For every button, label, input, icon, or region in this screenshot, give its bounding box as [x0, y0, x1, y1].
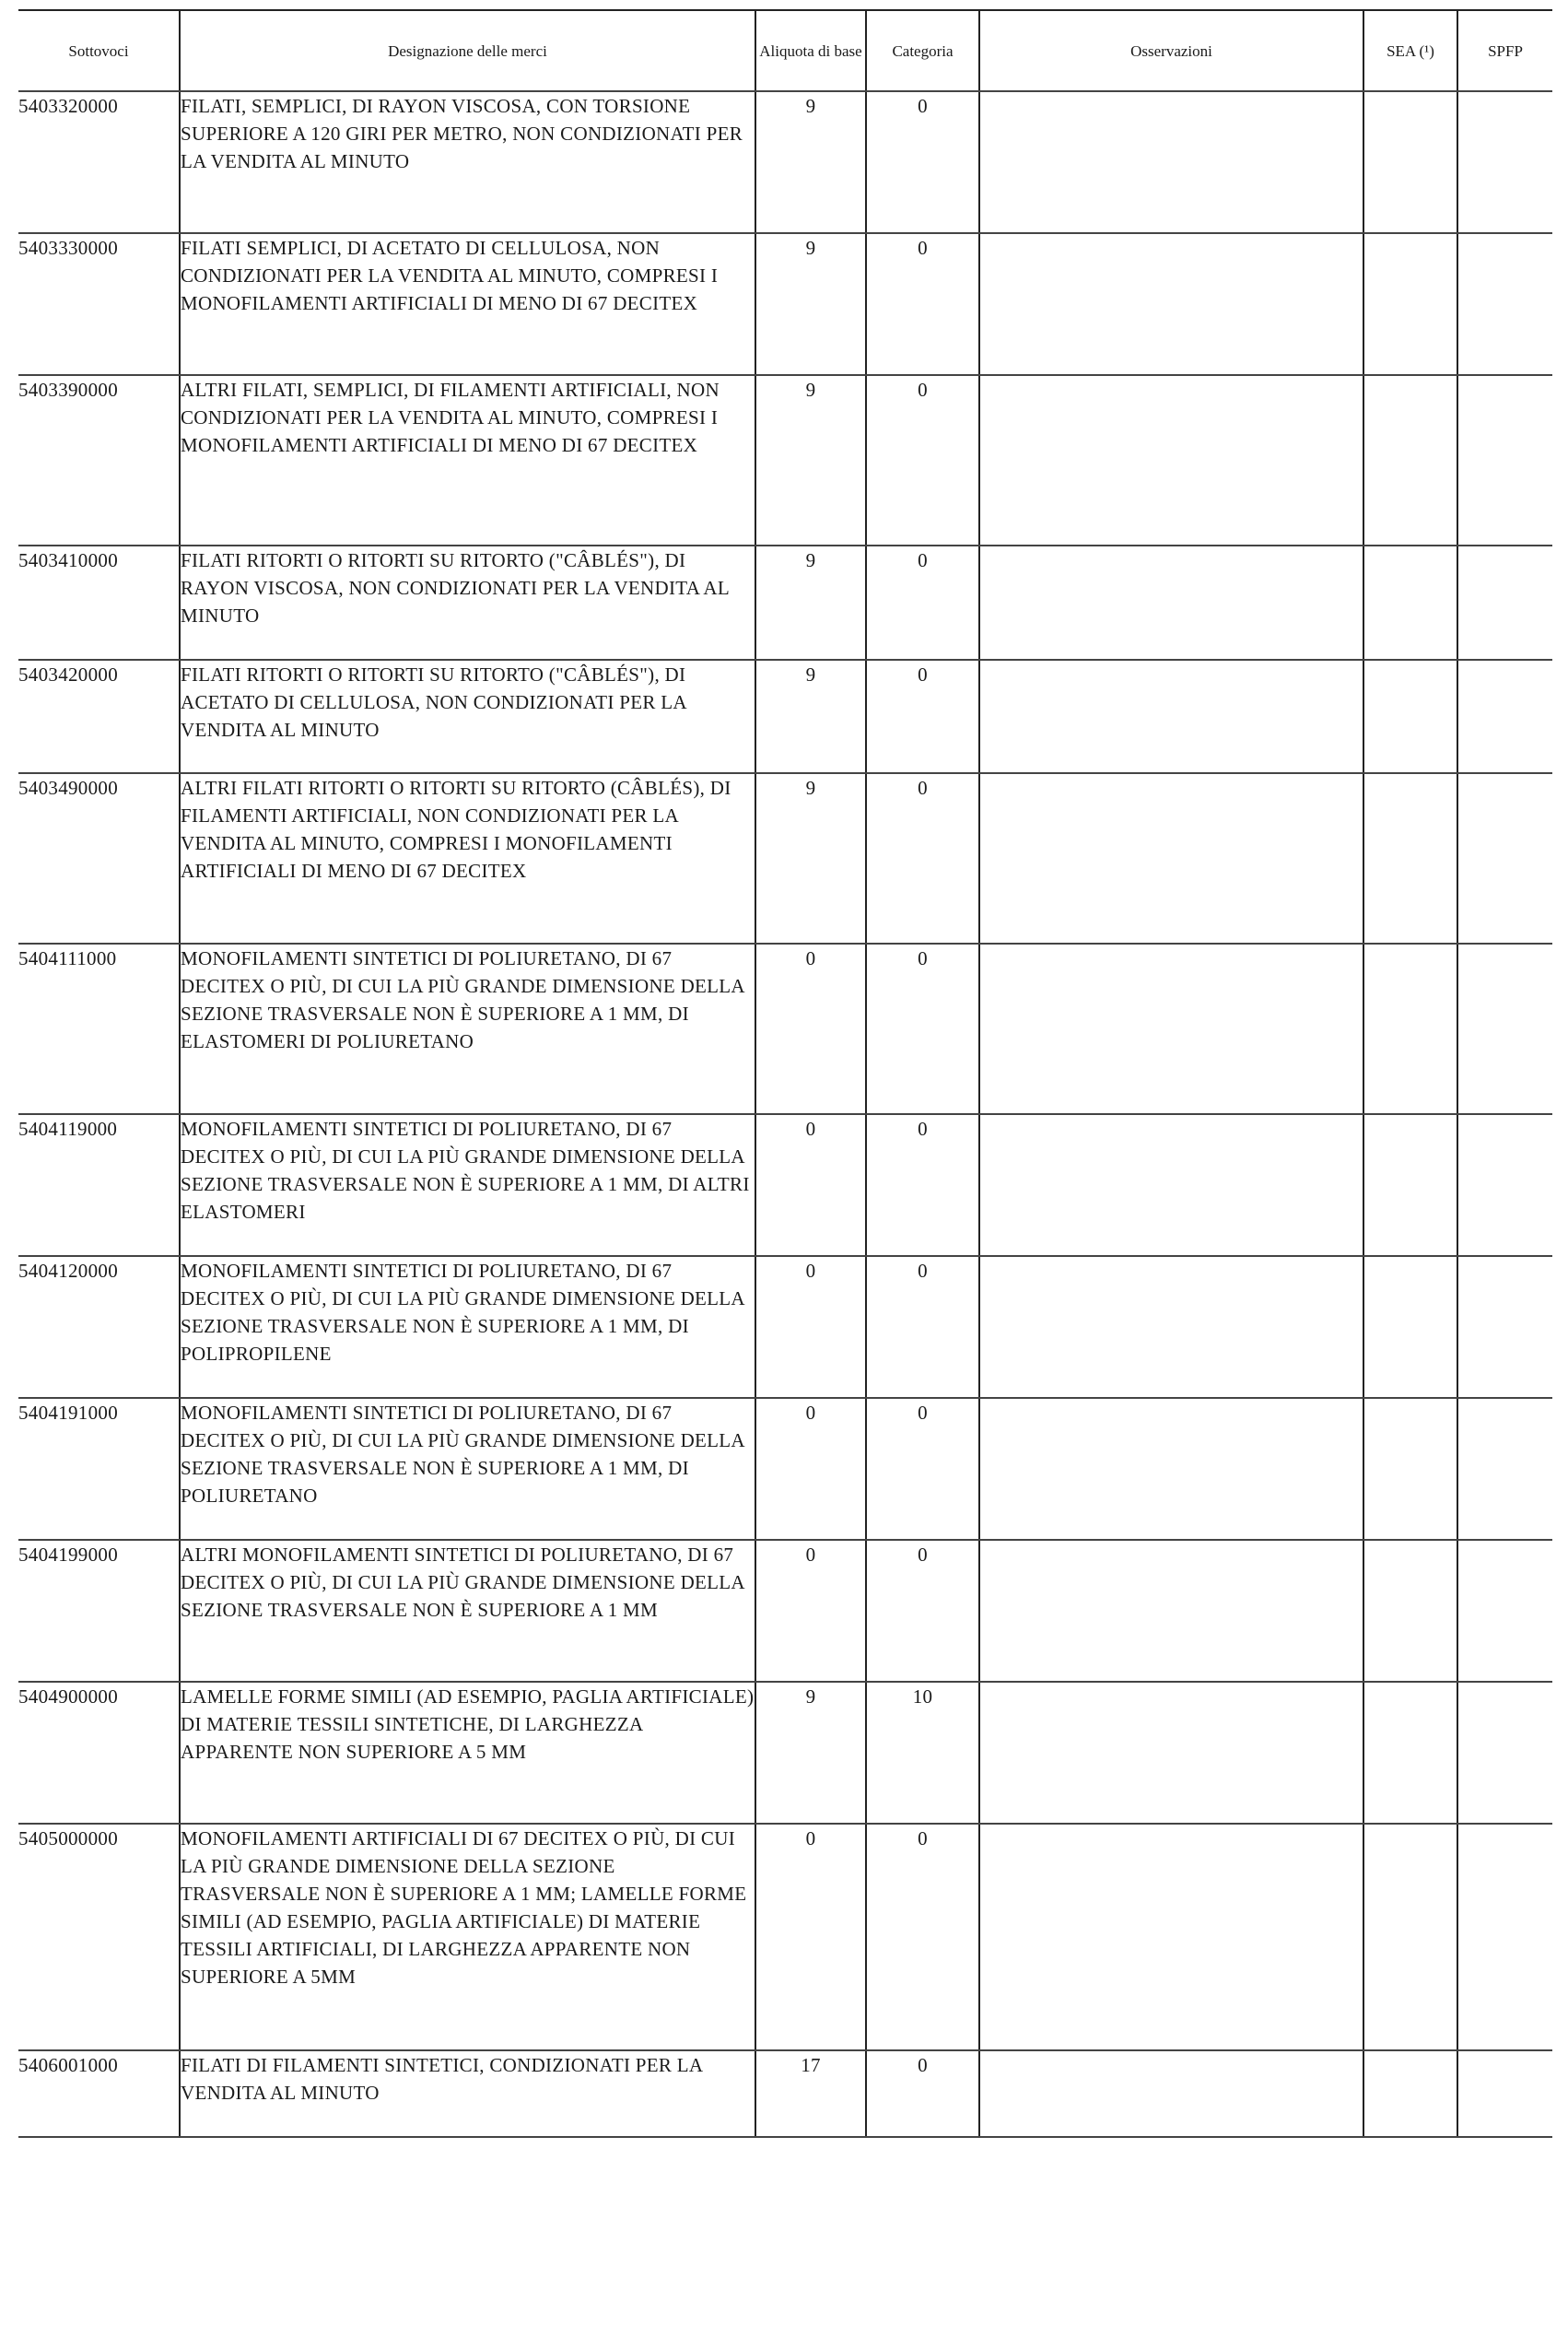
sea-cell — [1363, 375, 1457, 546]
sea-cell — [1363, 773, 1457, 944]
table-row — [18, 1682, 1552, 1824]
base-rate-cell: 9 — [755, 1682, 866, 1824]
spfp-cell — [1457, 233, 1552, 375]
code-cell: 5403490000 — [18, 773, 180, 944]
category-cell: 0 — [866, 1256, 979, 1398]
observations-cell — [979, 1824, 1363, 2050]
description-cell: FILATI, SEMPLICI, DI RAYON VISCOSA, CON TORSIONE SUPERIORE A 120 GIRI PER METRO, NON CONDIZIONATI PER LA VENDITA AL MINUTO — [180, 91, 755, 233]
spfp-cell — [1457, 2050, 1552, 2137]
header-row — [18, 10, 1552, 91]
sea-cell — [1363, 660, 1457, 773]
code-cell: 5403390000 — [18, 375, 180, 546]
col-header-code: Sottovoci — [18, 10, 180, 91]
table-row — [18, 375, 1552, 546]
col-header-description: Designazione delle merci — [180, 10, 755, 91]
table-row — [18, 773, 1552, 944]
sea-cell — [1363, 2050, 1457, 2137]
table-row — [18, 660, 1552, 773]
observations-cell — [979, 91, 1363, 233]
observations-cell — [979, 660, 1363, 773]
spfp-cell — [1457, 660, 1552, 773]
spfp-cell — [1457, 1682, 1552, 1824]
observations-cell — [979, 2050, 1363, 2137]
observations-cell — [979, 546, 1363, 660]
description-cell: MONOFILAMENTI SINTETICI DI POLIURETANO, DI 67 DECITEX O PIÙ, DI CUI LA PIÙ GRANDE DIMENSIONE DELLA SEZIONE TRASVERSALE NON È SUPERIORE A 1 MM, DI ELASTOMERI DI POLIURETANO — [180, 944, 755, 1114]
code-cell: 5403420000 — [18, 660, 180, 773]
sea-cell — [1363, 1256, 1457, 1398]
base-rate-cell: 9 — [755, 375, 866, 546]
base-rate-cell: 0 — [755, 1114, 866, 1256]
sea-cell — [1363, 1398, 1457, 1540]
description-cell: MONOFILAMENTI SINTETICI DI POLIURETANO, DI 67 DECITEX O PIÙ, DI CUI LA PIÙ GRANDE DIMENSIONE DELLA SEZIONE TRASVERSALE NON È SUPERIORE A 1 MM, DI ALTRI ELASTOMERI — [180, 1114, 755, 1256]
sea-cell — [1363, 944, 1457, 1114]
category-cell: 0 — [866, 773, 979, 944]
spfp-cell — [1457, 944, 1552, 1114]
observations-cell — [979, 1682, 1363, 1824]
col-header-category: Categoria — [866, 10, 979, 91]
sea-cell — [1363, 233, 1457, 375]
code-cell: 5404191000 — [18, 1398, 180, 1540]
category-cell: 0 — [866, 660, 979, 773]
table-row — [18, 546, 1552, 660]
category-cell: 0 — [866, 1114, 979, 1256]
category-cell: 0 — [866, 546, 979, 660]
base-rate-cell: 9 — [755, 660, 866, 773]
code-cell: 5403410000 — [18, 546, 180, 660]
description-cell: ALTRI FILATI RITORTI O RITORTI SU RITORTO (CÂBLÉS), DI FILAMENTI ARTIFICIALI, NON CONDIZIONATI PER LA VENDITA AL MINUTO, COMPRESI I MONOFILAMENTI ARTIFICIALI DI MENO DI 67 DECITEX — [180, 773, 755, 944]
category-cell: 10 — [866, 1682, 979, 1824]
observations-cell — [979, 773, 1363, 944]
category-cell: 0 — [866, 91, 979, 233]
base-rate-cell: 0 — [755, 1256, 866, 1398]
observations-cell — [979, 375, 1363, 546]
base-rate-cell: 9 — [755, 546, 866, 660]
col-header-base-rate: Aliquota di base — [755, 10, 866, 91]
spfp-cell — [1457, 546, 1552, 660]
table-row — [18, 1398, 1552, 1540]
code-cell: 5405000000 — [18, 1824, 180, 2050]
sea-cell — [1363, 1540, 1457, 1682]
category-cell: 0 — [866, 233, 979, 375]
base-rate-cell: 0 — [755, 1824, 866, 2050]
base-rate-cell: 17 — [755, 2050, 866, 2137]
tariff-table — [18, 9, 1552, 2138]
description-cell: FILATI SEMPLICI, DI ACETATO DI CELLULOSA, NON CONDIZIONATI PER LA VENDITA AL MINUTO, COMPRESI I MONOFILAMENTI ARTIFICIALI DI MENO DI 67 DECITEX — [180, 233, 755, 375]
spfp-cell — [1457, 375, 1552, 546]
spfp-cell — [1457, 773, 1552, 944]
code-cell: 5404120000 — [18, 1256, 180, 1398]
code-cell: 5404900000 — [18, 1682, 180, 1824]
category-cell: 0 — [866, 1398, 979, 1540]
base-rate-cell: 9 — [755, 233, 866, 375]
table-row — [18, 1824, 1552, 2050]
spfp-cell — [1457, 1540, 1552, 1682]
spfp-cell — [1457, 1114, 1552, 1256]
col-header-observations: Osservazioni — [979, 10, 1363, 91]
table-row — [18, 91, 1552, 233]
sea-cell — [1363, 91, 1457, 233]
spfp-cell — [1457, 1824, 1552, 2050]
sea-cell — [1363, 1114, 1457, 1256]
table-row — [18, 1540, 1552, 1682]
base-rate-cell: 9 — [755, 91, 866, 233]
spfp-cell — [1457, 1398, 1552, 1540]
category-cell: 0 — [866, 2050, 979, 2137]
observations-cell — [979, 1540, 1363, 1682]
code-cell: 5406001000 — [18, 2050, 180, 2137]
table-row — [18, 2050, 1552, 2137]
code-cell: 5403320000 — [18, 91, 180, 233]
code-cell: 5404119000 — [18, 1114, 180, 1256]
spfp-cell — [1457, 1256, 1552, 1398]
description-cell: MONOFILAMENTI ARTIFICIALI DI 67 DECITEX O PIÙ, DI CUI LA PIÙ GRANDE DIMENSIONE DELLA SEZIONE TRASVERSALE NON È SUPERIORE A 1 MM; LAMELLE FORME SIMILI (AD ESEMPIO, PAGLIA ARTIFICIALE) DI MATERIE TESSILI ARTIFICIALI, DI LARGHEZZA APPARENTE NON SUPERIORE A 5MM — [180, 1824, 755, 2050]
description-cell: MONOFILAMENTI SINTETICI DI POLIURETANO, DI 67 DECITEX O PIÙ, DI CUI LA PIÙ GRANDE DIMENSIONE DELLA SEZIONE TRASVERSALE NON È SUPERIORE A 1 MM, DI POLIURETANO — [180, 1398, 755, 1540]
description-cell: FILATI RITORTI O RITORTI SU RITORTO ("CÂBLÉS"), DI ACETATO DI CELLULOSA, NON CONDIZIONATI PER LA VENDITA AL MINUTO — [180, 660, 755, 773]
table-row — [18, 944, 1552, 1114]
base-rate-cell: 0 — [755, 1540, 866, 1682]
tariff-page — [18, 9, 1552, 2138]
category-cell: 0 — [866, 375, 979, 546]
col-header-sea: SEA (¹) — [1363, 10, 1457, 91]
category-cell: 0 — [866, 1824, 979, 2050]
observations-cell — [979, 1114, 1363, 1256]
base-rate-cell: 0 — [755, 1398, 866, 1540]
sea-cell — [1363, 1682, 1457, 1824]
category-cell: 0 — [866, 944, 979, 1114]
observations-cell — [979, 233, 1363, 375]
table-row — [18, 1256, 1552, 1398]
sea-cell — [1363, 546, 1457, 660]
category-cell: 0 — [866, 1540, 979, 1682]
description-cell: LAMELLE FORME SIMILI (AD ESEMPIO, PAGLIA ARTIFICIALE) DI MATERIE TESSILI SINTETICHE, DI LARGHEZZA APPARENTE NON SUPERIORE A 5 MM — [180, 1682, 755, 1824]
table-row — [18, 1114, 1552, 1256]
description-cell: FILATI DI FILAMENTI SINTETICI, CONDIZIONATI PER LA VENDITA AL MINUTO — [180, 2050, 755, 2137]
spfp-cell — [1457, 91, 1552, 233]
description-cell: FILATI RITORTI O RITORTI SU RITORTO ("CÂBLÉS"), DI RAYON VISCOSA, NON CONDIZIONATI PER LA VENDITA AL MINUTO — [180, 546, 755, 660]
base-rate-cell: 0 — [755, 944, 866, 1114]
observations-cell — [979, 1256, 1363, 1398]
code-cell: 5403330000 — [18, 233, 180, 375]
observations-cell — [979, 1398, 1363, 1540]
description-cell: MONOFILAMENTI SINTETICI DI POLIURETANO, DI 67 DECITEX O PIÙ, DI CUI LA PIÙ GRANDE DIMENSIONE DELLA SEZIONE TRASVERSALE NON È SUPERIORE A 1 MM, DI POLIPROPILENE — [180, 1256, 755, 1398]
observations-cell — [979, 944, 1363, 1114]
table-row — [18, 233, 1552, 375]
base-rate-cell: 9 — [755, 773, 866, 944]
sea-cell — [1363, 1824, 1457, 2050]
description-cell: ALTRI MONOFILAMENTI SINTETICI DI POLIURETANO, DI 67 DECITEX O PIÙ, DI CUI LA PIÙ GRANDE DIMENSIONE DELLA SEZIONE TRASVERSALE NON È SUPERIORE A 1 MM — [180, 1540, 755, 1682]
description-cell: ALTRI FILATI, SEMPLICI, DI FILAMENTI ARTIFICIALI, NON CONDIZIONATI PER LA VENDITA AL MINUTO, COMPRESI I MONOFILAMENTI ARTIFICIALI DI MENO DI 67 DECITEX — [180, 375, 755, 546]
code-cell: 5404199000 — [18, 1540, 180, 1682]
col-header-spfp: SPFP — [1457, 10, 1552, 91]
code-cell: 5404111000 — [18, 944, 180, 1114]
